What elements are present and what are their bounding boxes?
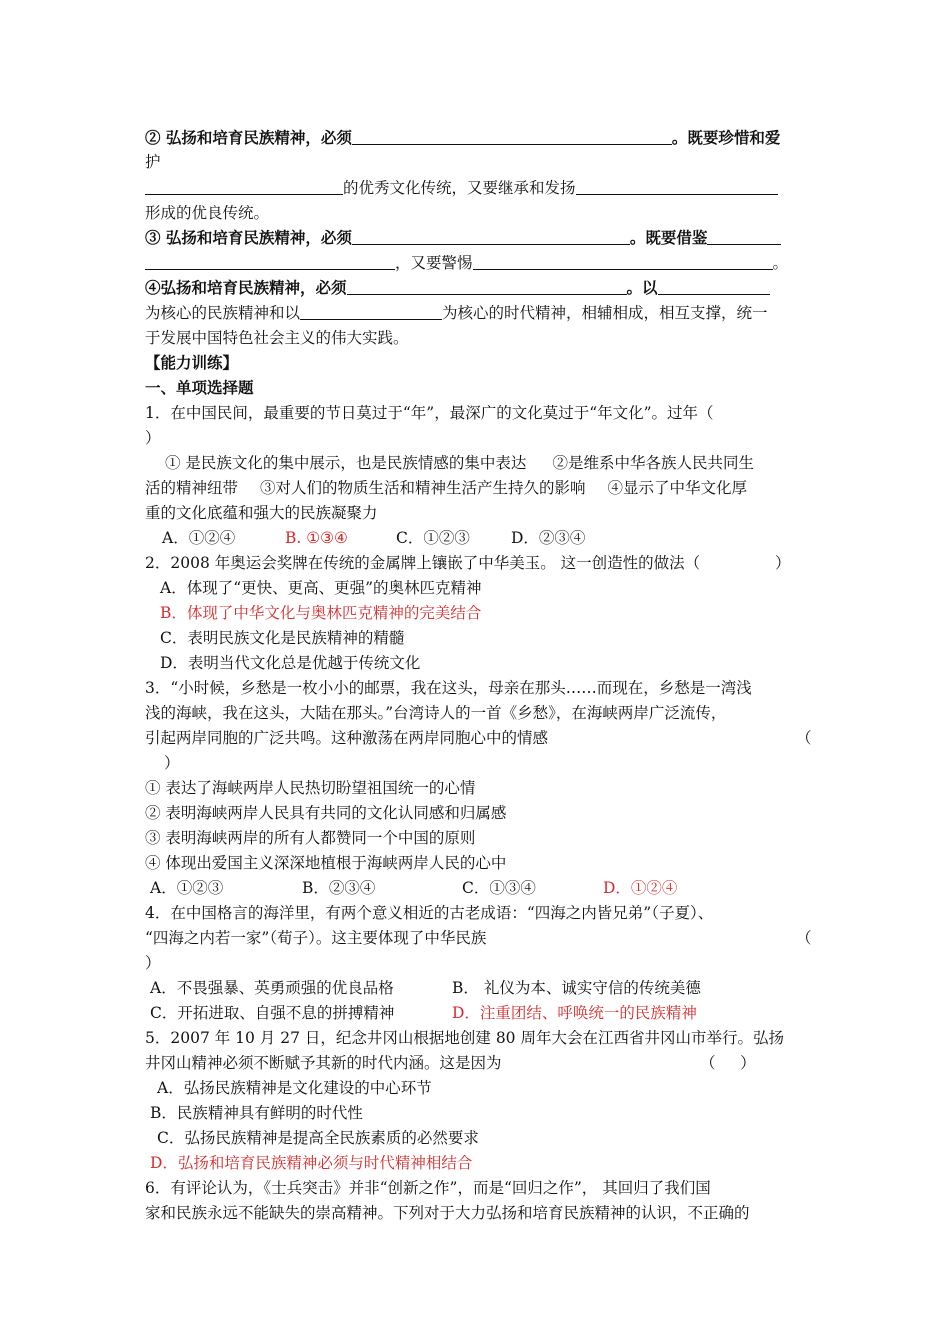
q3-stem-1: 3．“小时候，乡愁是一枚小小的邮票，我在这头，母亲在那头……而现在，乡愁是一湾浅: [145, 679, 752, 697]
blank[interactable]: [576, 179, 778, 195]
q5-option-b[interactable]: B．民族精神具有鲜明的时代性: [150, 1104, 363, 1122]
blank[interactable]: [473, 254, 773, 270]
q3-option-a[interactable]: A．①②③: [150, 879, 224, 897]
blank[interactable]: [145, 179, 343, 195]
q4-option-d[interactable]: D．注重团结、呼唤统一的民族精神: [452, 1004, 697, 1022]
q1-option-b[interactable]: B. ①③④: [285, 529, 348, 547]
q5-paren: （ ）: [700, 1054, 756, 1072]
q2-stem: 2．2008 年奥运会奖牌在传统的金属牌上镶嵌了中华美玉。 这一创造性的做法（: [145, 554, 701, 572]
review-item-4-line2: [145, 303, 768, 323]
blank[interactable]: [352, 229, 630, 245]
q5-stem-2: 井冈山精神必须不断赋予其新的时代内涵。这是因为: [145, 1054, 502, 1072]
q1-s1: ① 是民族文化的集中展示，也是民族情感的集中表达: [165, 454, 527, 472]
blank[interactable]: [352, 129, 672, 145]
q2-option-c[interactable]: C．表明民族文化是民族精神的精髓: [160, 629, 405, 647]
q1-s5: ④显示了中华文化厚: [607, 479, 748, 497]
item-3-label: ③ 弘扬和培育民族精神，必须: [145, 228, 352, 247]
item-2-label: ② 弘扬和培育民族精神，必须: [145, 128, 352, 147]
item-2-mid: 的优秀文化传统，又要继承和发扬: [343, 179, 576, 197]
q3-statement-3: ③ 表明海峡两岸的所有人都赞同一个中国的原则: [145, 829, 476, 847]
q3-statement-2: ② 表明海峡两岸人民具有共同的文化认同感和归属感: [145, 804, 507, 822]
q1-option-a[interactable]: A．①②④: [162, 529, 236, 547]
q1-stem-1: 1．在中国民间，最重要的节日莫过于“年”，最深广的文化莫过于“年文化”。过年（: [145, 404, 714, 422]
item-4-label: ④弘扬和培育民族精神，必须: [145, 278, 347, 297]
subsection-heading: 一、单项选择题: [145, 378, 254, 397]
q3-stem-2: 浅的海峡，我在这头，大陆在那头。”台湾诗人的一首《乡愁》，在海峡两岸广泛流传，: [145, 704, 727, 722]
q5-option-c[interactable]: C．弘扬民族精神是提高全民族素质的必然要求: [157, 1129, 479, 1147]
review-item-4: [145, 278, 770, 298]
q3-option-c[interactable]: C．①③④: [462, 879, 536, 897]
q4-stem-1: 4．在中国格言的海洋里，有两个意义相近的古老成语：“四海之内皆兄弟”（子夏）、: [145, 904, 714, 922]
q4-stem-2: “四海之内若一家”（荀子）。这主要体现了中华民族: [145, 929, 487, 947]
q2-option-b[interactable]: B．体现了中华文化与奥林匹克精神的完美结合: [160, 604, 482, 622]
review-item-3-line2: [145, 253, 788, 273]
q4-paren-open: （: [796, 929, 812, 947]
item-4-text1: 为核心的民族精神和以: [145, 304, 301, 322]
q1-option-d[interactable]: D．②③④: [511, 529, 586, 547]
q5-option-a[interactable]: A．弘扬民族精神是文化建设的中心环节: [157, 1079, 432, 1097]
q3-paren-open: （: [796, 729, 812, 747]
q1-s4: ③对人们的物质生活和精神生活产生持久的影响: [260, 479, 586, 497]
q3-stem-3: 引起两岸同胞的广泛共鸣。这种激荡在两岸同胞心中的情感: [145, 729, 549, 747]
q4-option-c[interactable]: C．开拓进取、自强不息的拼搏精神: [150, 1004, 395, 1022]
item-2-end: 。既要珍惜和爱: [671, 128, 781, 147]
item-4-end: 。以: [626, 278, 658, 297]
q1-s6: 重的文化底蕴和强大的民族凝聚力: [145, 504, 378, 522]
section-heading: 【能力训练】: [145, 353, 239, 372]
review-item-2: [145, 128, 780, 148]
item-3-stop: 。: [772, 254, 789, 272]
q6-stem-2: 家和民族永远不能缺失的崇高精神。下列对于大力弘扬和培育民族精神的认识，不正确的: [145, 1204, 750, 1222]
q6-stem-1: 6．有评论认为，《士兵突击》并非“创新之作”，而是“回归之作”， 其回归了我们国: [145, 1179, 711, 1197]
item-4-text3: 于发展中国特色社会主义的伟大实践。: [145, 329, 409, 347]
q3-option-d[interactable]: D．①②④: [603, 879, 678, 897]
q4-option-a[interactable]: A．不畏强暴、英勇顽强的优良品格: [150, 979, 394, 997]
blank[interactable]: [300, 304, 442, 320]
q1-statement-line-1: [165, 453, 754, 473]
review-item-3: [145, 228, 781, 248]
item-2-tail: 形成的优良传统。: [145, 204, 270, 222]
q1-s2: ②是维系中华各族人民共同生: [552, 454, 754, 472]
q3-option-b[interactable]: B．②③④: [302, 879, 376, 897]
q1-option-c[interactable]: C．①②③: [396, 529, 470, 547]
blank[interactable]: [658, 279, 770, 295]
item-3-mid: ，又要警惕: [395, 254, 473, 272]
q3-statement-1: ① 表达了海峡两岸人民热切盼望祖国统一的心情: [145, 779, 476, 797]
item-4-text2: 为核心的时代精神，相辅相成，相互支撑，统一: [442, 304, 768, 322]
item-2-cont: 护: [145, 153, 161, 171]
blank[interactable]: [707, 229, 781, 245]
review-item-2-line2: [145, 178, 778, 198]
q4-option-b[interactable]: B． 礼仪为本、诚实守信的传统美德: [452, 979, 701, 997]
q1-stem-2: ）: [145, 429, 161, 447]
item-3-end: 。既要借鉴: [629, 228, 708, 247]
q4-paren-close: ）: [145, 954, 161, 972]
q2-paren-close: ）: [775, 554, 791, 572]
q2-option-d[interactable]: D．表明当代文化总是优越于传统文化: [160, 654, 421, 672]
blank[interactable]: [145, 254, 395, 270]
q3-statement-4: ④ 体现出爱国主义深深地植根于海峡两岸人民的心中: [145, 854, 507, 872]
q5-option-d[interactable]: D．弘扬和培育民族精神必须与时代精神相结合: [150, 1154, 473, 1172]
q5-stem-1: 5．2007 年 10 月 27 日，纪念井冈山根据地创建 80 周年大会在江西省井冈山市举行。弘扬: [145, 1029, 784, 1047]
q3-paren-close: ）: [164, 754, 180, 772]
q1-statement-line-2: [145, 478, 747, 498]
blank[interactable]: [347, 279, 627, 295]
q2-option-a[interactable]: A．体现了“更快、更高、更强”的奥林匹克精神: [160, 579, 482, 597]
q1-s3: 活的精神纽带: [145, 479, 239, 497]
